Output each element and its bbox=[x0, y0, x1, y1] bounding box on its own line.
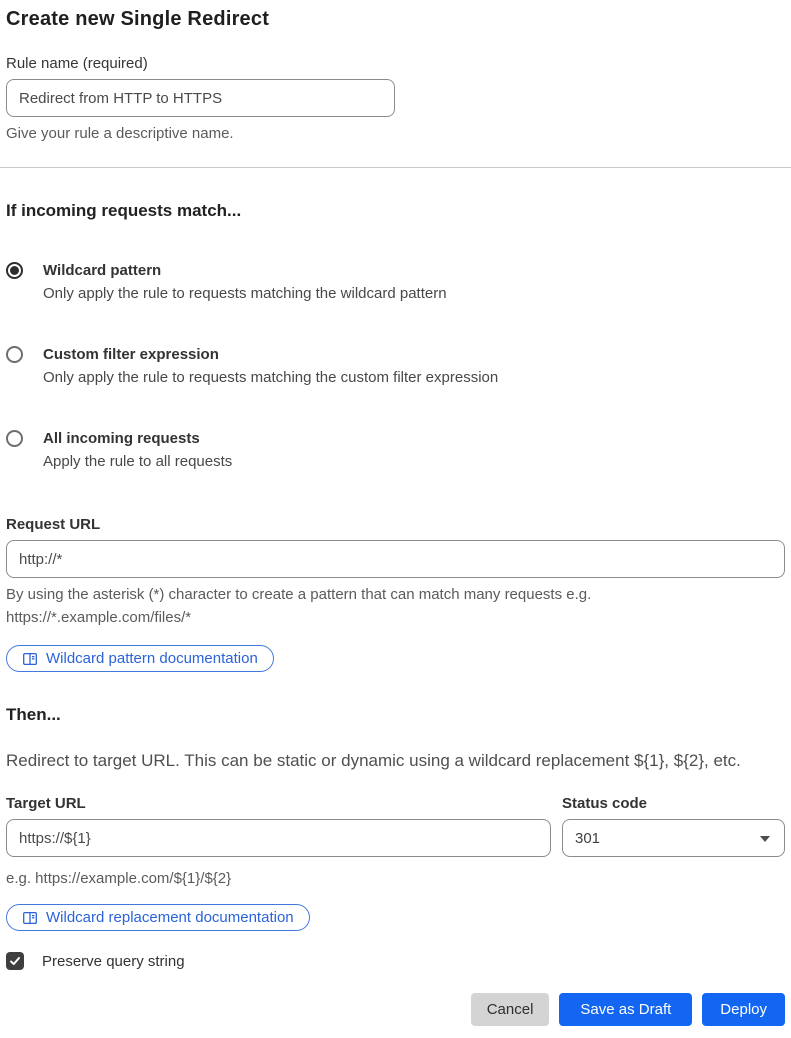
save-as-draft-button[interactable]: Save as Draft bbox=[559, 993, 692, 1026]
radio-custom-filter[interactable] bbox=[6, 346, 23, 363]
then-section-heading: Then... bbox=[6, 705, 61, 724]
request-url-help-line1: By using the asterisk (*) character to create a pattern that can match many requests e.g. bbox=[6, 586, 592, 603]
radio-description: Only apply the rule to requests matching the custom filter expression bbox=[43, 369, 499, 386]
match-section-heading: If incoming requests match... bbox=[6, 201, 242, 220]
rule-name-input[interactable] bbox=[6, 79, 395, 117]
request-url-help-line2: https://*.example.com/files/* bbox=[6, 609, 192, 626]
target-url-label: Target URL bbox=[6, 795, 86, 812]
radio-option-all-requests[interactable] bbox=[6, 428, 785, 473]
wildcard-pattern-docs-button[interactable] bbox=[6, 645, 274, 672]
target-url-input[interactable] bbox=[6, 819, 551, 857]
wildcard-replacement-docs-button[interactable] bbox=[6, 904, 310, 931]
rule-name-label: Rule name (required) bbox=[6, 55, 148, 72]
request-url-help bbox=[6, 583, 785, 629]
radio-label: Wildcard pattern bbox=[43, 262, 162, 279]
chevron-down-icon bbox=[760, 836, 770, 842]
radio-wildcard-pattern[interactable] bbox=[6, 262, 23, 279]
target-url-help: e.g. https://example.com/${1}/${2} bbox=[6, 870, 232, 887]
single-redirect-form bbox=[0, 6, 791, 1026]
check-icon bbox=[9, 955, 21, 967]
radio-description: Only apply the rule to requests matching the wildcard pattern bbox=[43, 285, 447, 302]
request-url-label: Request URL bbox=[6, 516, 101, 533]
radio-option-custom-filter[interactable] bbox=[6, 344, 785, 389]
radio-description: Apply the rule to all requests bbox=[43, 453, 233, 470]
rule-name-help: Give your rule a descriptive name. bbox=[6, 125, 234, 142]
target-status-row bbox=[6, 794, 785, 857]
radio-option-wildcard-pattern[interactable] bbox=[6, 260, 785, 305]
preserve-query-label: Preserve query string bbox=[42, 952, 185, 970]
request-url-input[interactable] bbox=[6, 540, 785, 578]
page-title: Create new Single Redirect bbox=[6, 8, 270, 30]
doc-pill-label: Wildcard pattern documentation bbox=[46, 650, 258, 667]
deploy-button[interactable]: Deploy bbox=[702, 993, 785, 1026]
doc-pill-label: Wildcard replacement documentation bbox=[46, 909, 294, 926]
form-footer bbox=[6, 993, 785, 1026]
status-code-value: 301 bbox=[575, 829, 601, 847]
status-code-select[interactable] bbox=[562, 819, 785, 857]
preserve-query-row[interactable] bbox=[6, 952, 785, 970]
match-type-radio-group bbox=[6, 260, 785, 473]
status-code-label: Status code bbox=[562, 795, 648, 812]
section-divider bbox=[0, 167, 791, 168]
book-icon bbox=[22, 651, 38, 667]
radio-label: All incoming requests bbox=[43, 430, 200, 447]
cancel-button[interactable]: Cancel bbox=[471, 993, 550, 1026]
book-icon bbox=[22, 910, 38, 926]
preserve-query-checkbox[interactable] bbox=[6, 952, 24, 970]
then-description: Redirect to target URL. This can be static or dynamic using a wildcard replacement ${1}, ${2}, etc. bbox=[6, 751, 741, 770]
radio-label: Custom filter expression bbox=[43, 346, 219, 363]
radio-all-requests[interactable] bbox=[6, 430, 23, 447]
